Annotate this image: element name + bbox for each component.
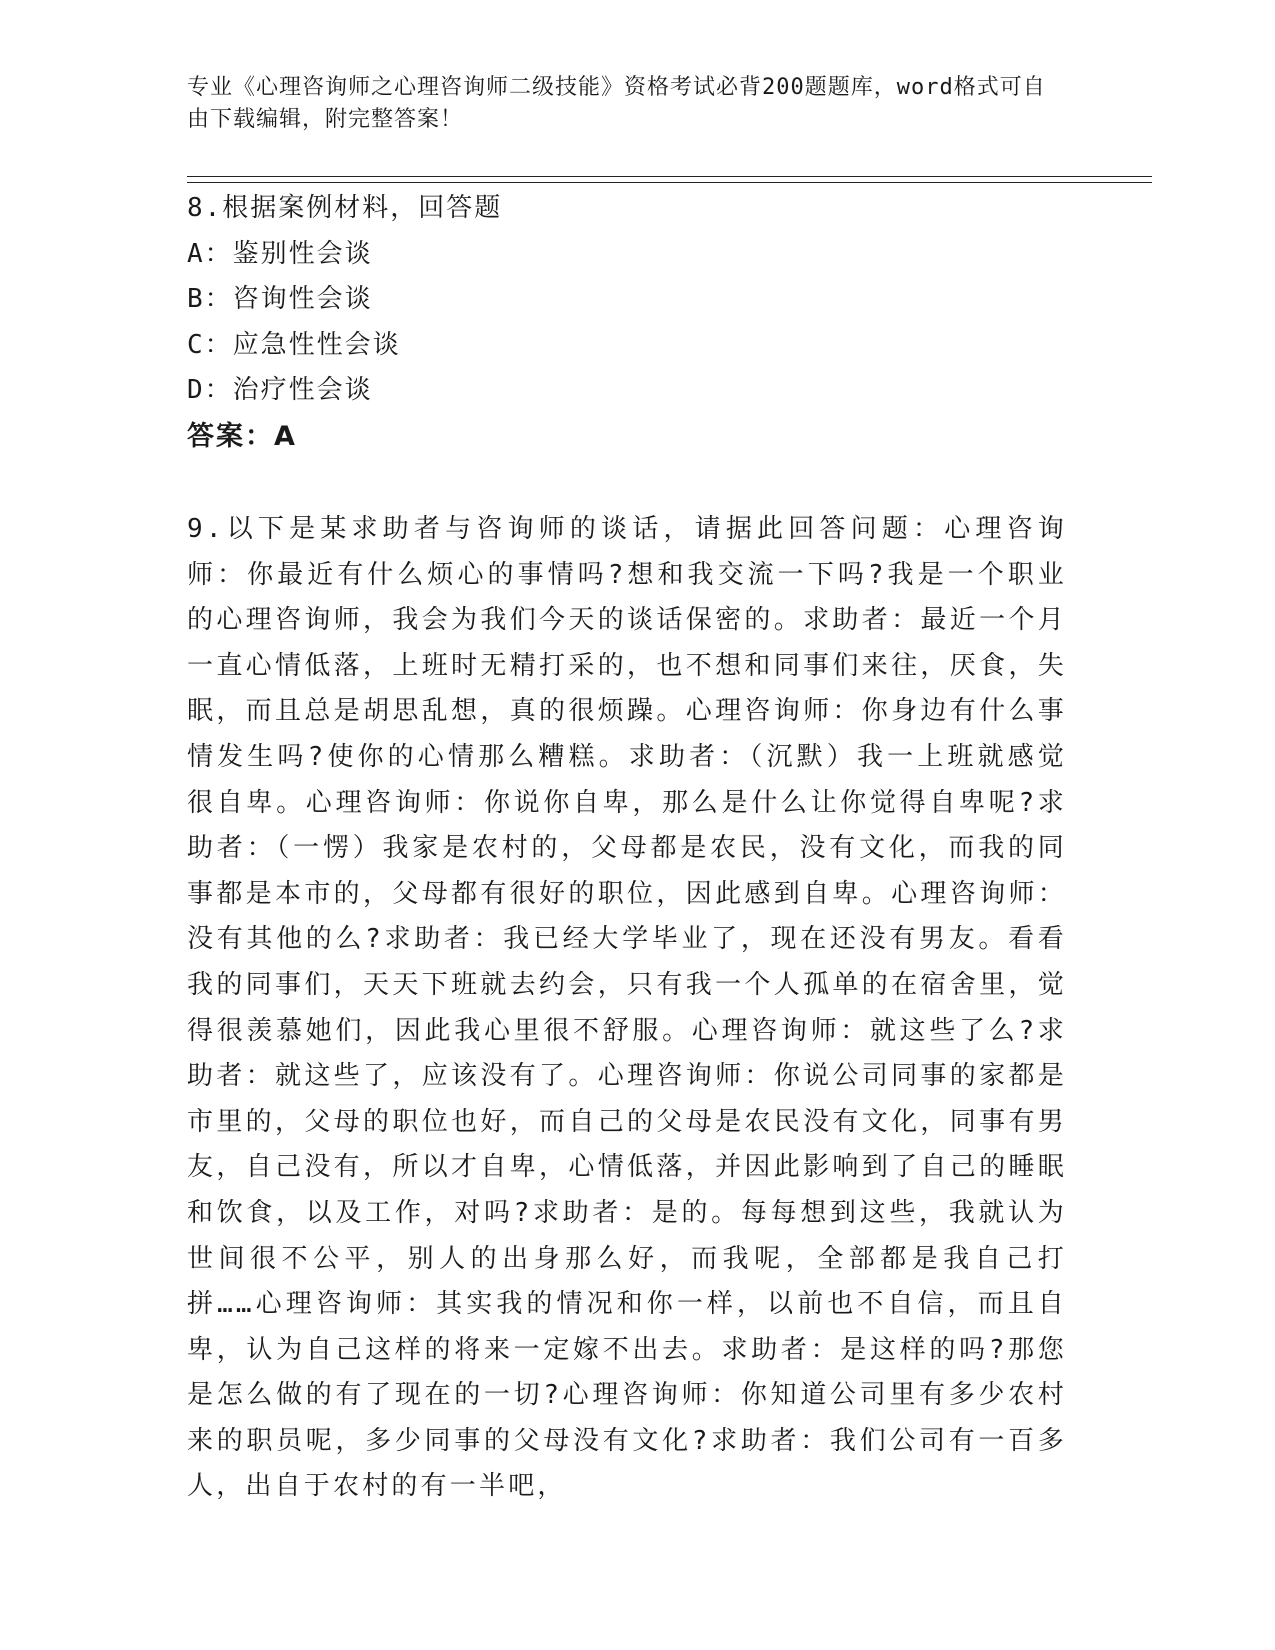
option-a: A：鉴别性会谈 bbox=[187, 238, 373, 269]
header-title: 专业《心理咨询师之心理咨询师二级技能》资格考试必背200题题库，word格式可自由下载编辑，附完整答案！ bbox=[187, 75, 1046, 132]
option-d: D：治疗性会谈 bbox=[187, 375, 373, 406]
question-9 bbox=[187, 507, 1067, 1510]
question-stem: 8.根据案例材料，回答题 bbox=[187, 193, 503, 223]
header-divider bbox=[187, 176, 1152, 183]
option-c: C：应急性性会谈 bbox=[187, 329, 401, 360]
question-9-text: 9.以下是某求助者与咨询师的谈话，请据此回答问题：心理咨询师：你最近有什么烦心的事情吗?想和我交流一下吗?我是一个职业的心理咨询师，我会为我们今天的谈话保密的。求助者：最近一个月一直心情低落，上班时无精打采的，也不想和同事们来往，厌食，失眠，而且总是胡思乱想，真的很烦躁。心理咨询师：你身边有什么事情发生吗?使你的心情那么糟糕。求助者：（沉默）我一上班就感觉很自卑。心理咨询师：你说你自卑，那么是什么让你觉得自卑呢?求助者：（一愣）我家是农村的，父母都是农民，没有文化，而我的同事都是本市的，父母都有很好的职位，因此感到自卑。心理咨询师：没有其他的么?求助者：我已经大学毕业了，现在还没有男友。看看我的同事们，天天下班就去约会，只有我一个人孤单的在宿舍里，觉得很羡慕她们，因此我心里很不舒服。心理咨询师：就这些了么?求助者：就这些了，应该没有了。心理咨询师：你说公司同事的家都是市里的，父母的职位也好，而自己的父母是农民没有文化，同事有男友，自己没有，所以才自卑，心情低落，并因此影响到了自己的睡眠和饮食，以及工作，对吗?求助者：是的。每每想到这些，我就认为世间很不公平，别人的出身那么好，而我呢，全部都是我自己打拼……心理咨询师：其实我的情况和你一样，以前也不自信，而且自卑，认为自己这样的将来一定嫁不出去。求助者：是这样的吗?那您是怎么做的有了现在的一切?心理咨询师：你知道公司里有多少农村来的职员呢，多少同事的父母没有文化?求助者：我们公司有一百多人，出自于农村的有一半吧， bbox=[187, 514, 1067, 1502]
document-header bbox=[187, 72, 1067, 136]
question-8 bbox=[187, 186, 1067, 460]
answer-label: 答案：A bbox=[187, 420, 297, 452]
option-b: B：咨询性会谈 bbox=[187, 284, 373, 315]
